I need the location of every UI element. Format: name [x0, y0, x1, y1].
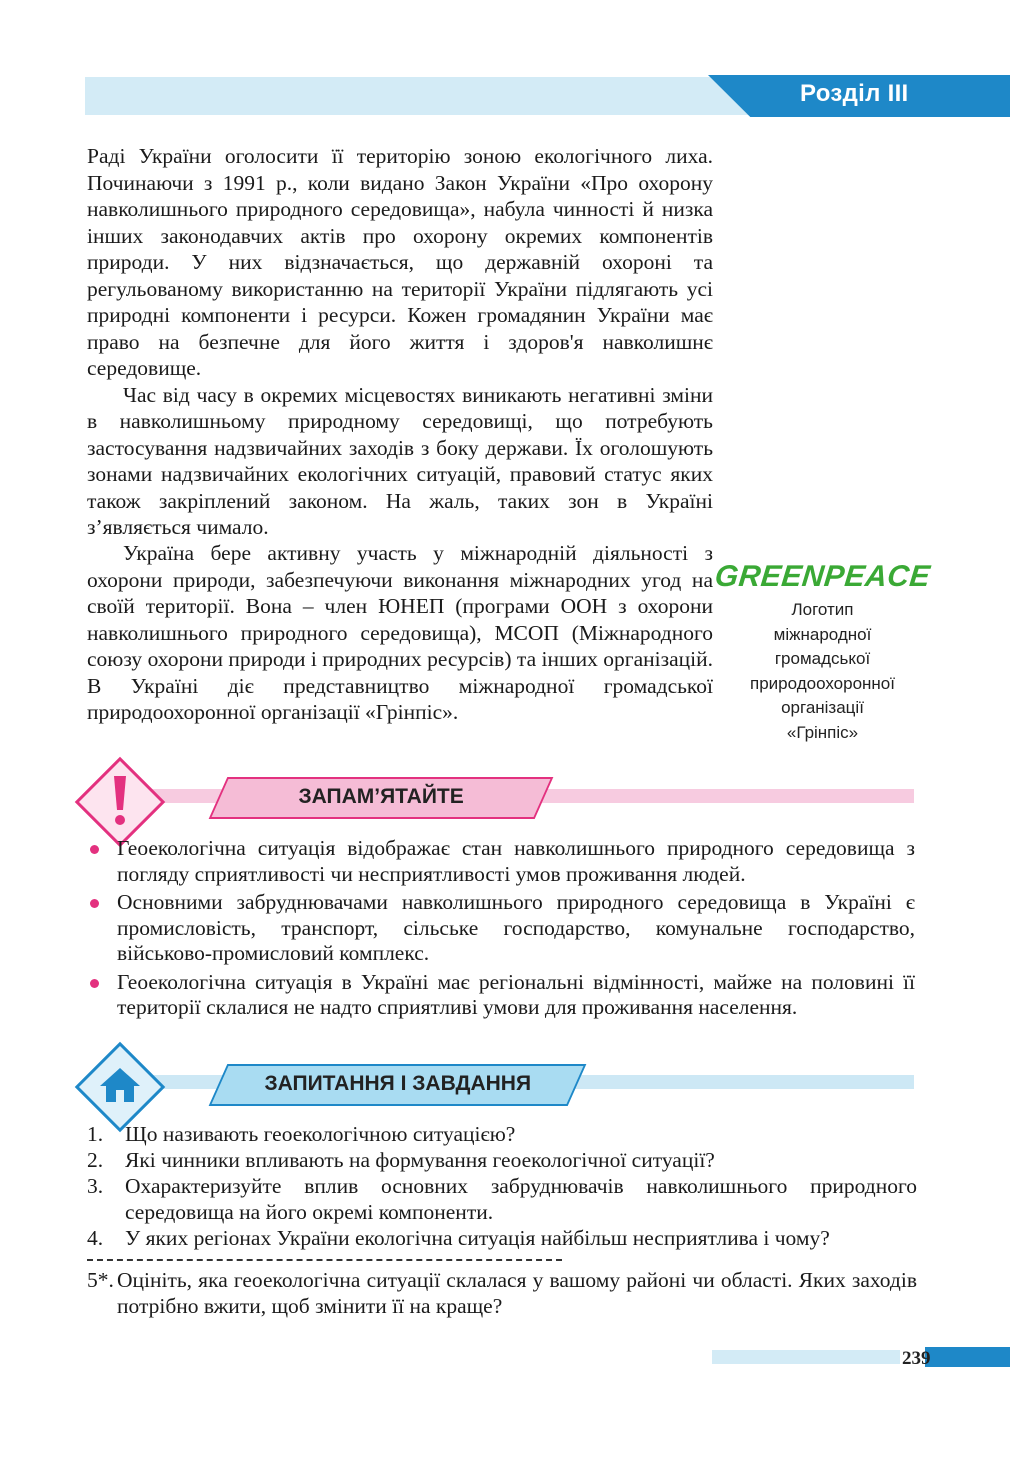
caption-line: «Грінпіс»	[786, 722, 859, 742]
question-text: Охарактеризуйте вплив основних забруднювачів навколишнього природного середовища на його окремі компоненти.	[125, 1174, 917, 1224]
list-item: Геоекологічна ситуація в Україні має регіональні відмінності, майже на половині її території склалися не надто сприятливі умови для проживання населення.	[89, 970, 915, 1021]
caption-line: природоохоронної	[750, 673, 895, 693]
page-number: 239	[902, 1348, 931, 1369]
list-item: Основними забруднювачами навколишнього природного середовища в Україні є промисловість, транспорт, сільське господарство, комунальне господарство, військово-промисловий комплекс.	[89, 890, 915, 967]
paragraph-1: Раді України оголосити її територію зоною екологічного лиха. Починаючи з 1991 р., коли видано Закон України «Про охорону навколишнього природного середовища», набула чинності й низка інших законодавчих актів про охорону окремих компонентів природи. У них відзначається, що державній охороні та регульованому використанню на території України підлягають усі природні компоненти і ресурси. Кожен громадянин України має право на безпечне для його життя і здоров'я навколишнє середовище.	[87, 144, 713, 380]
caption-line: міжнародної	[773, 624, 872, 644]
list-item	[87, 1173, 917, 1225]
remember-title-banner	[209, 777, 554, 819]
section-label: Розділ III	[800, 80, 909, 107]
question-number: 2.	[87, 1148, 104, 1172]
list-item	[87, 1225, 917, 1251]
main-text-lower	[87, 540, 713, 726]
question-number: 4.	[87, 1226, 104, 1250]
caption-line: Логотип	[791, 600, 854, 619]
list-item	[87, 1267, 917, 1319]
greenpeace-logo: GREENPEACE	[713, 560, 932, 593]
question-number: 3.	[87, 1174, 104, 1198]
caption-line: громадської	[774, 649, 871, 668]
list-item	[87, 1121, 917, 1147]
remember-title: ЗАПАМ’ЯТАЙТЕ	[298, 785, 465, 808]
paragraph-2: Час від часу в окремих місцевостях виникають негативні зміни в навколишньому природному середовищі, що потребують застосування надзвичайних заходів з боку держави. Їх оголошують зонами надзвичайних екологічних ситуацій, правовий статус яких також закріплений законом. На жаль, таких зон в Україні з’являється чимало.	[87, 382, 713, 539]
main-text	[87, 143, 713, 541]
paragraph-3: Україна бере активну участь у міжнародній діяльності з охорони природи, забезпечуючи виконання міжнародних угод на своїй території. Вона – член ЮНЕП (програми ООН з охорони навколишнього природного середовища), МСОП (Міжнародного союзу охорони природи і природних ресурсів) та інших організацій. В Україні діє представництво міжнародної громадської природоохоронної організації «Грінпіс».	[87, 541, 713, 724]
footer-band	[712, 1350, 900, 1364]
dashed-divider	[87, 1259, 562, 1261]
questions-title-banner	[209, 1064, 587, 1106]
question-text: У яких регіонах України екологічна ситуація найбільш несприятлива і чому?	[125, 1226, 830, 1250]
remember-list	[89, 836, 915, 1024]
list-item: Геоекологічна ситуація відображає стан навколишнього природного середовища з погляду сприятливості чи несприятливості умов проживання людей.	[89, 836, 915, 887]
list-item	[87, 1147, 917, 1173]
question-text: Які чинники впливають на формування геоекологічної ситуації?	[125, 1148, 715, 1172]
questions-title: ЗАПИТАННЯ І ЗАВДАННЯ	[264, 1072, 532, 1095]
question-number: 5*.	[87, 1268, 114, 1292]
question-number: 1.	[87, 1122, 104, 1146]
home-icon	[96, 1064, 144, 1106]
logo-caption	[715, 598, 930, 745]
footer-tab	[925, 1347, 1010, 1367]
question-text: Оцініть, яка геоекологічна ситуації склалася у вашому районі чи області. Яких заходів потрібно вжити, щоб змінити її на краще?	[117, 1268, 917, 1318]
exclamation-icon	[100, 770, 140, 834]
question-text: Що називають геоекологічною ситуацією?	[125, 1122, 516, 1146]
questions-list	[87, 1121, 917, 1319]
caption-line: організації	[781, 698, 864, 717]
greenpeace-logo-block	[715, 560, 930, 745]
